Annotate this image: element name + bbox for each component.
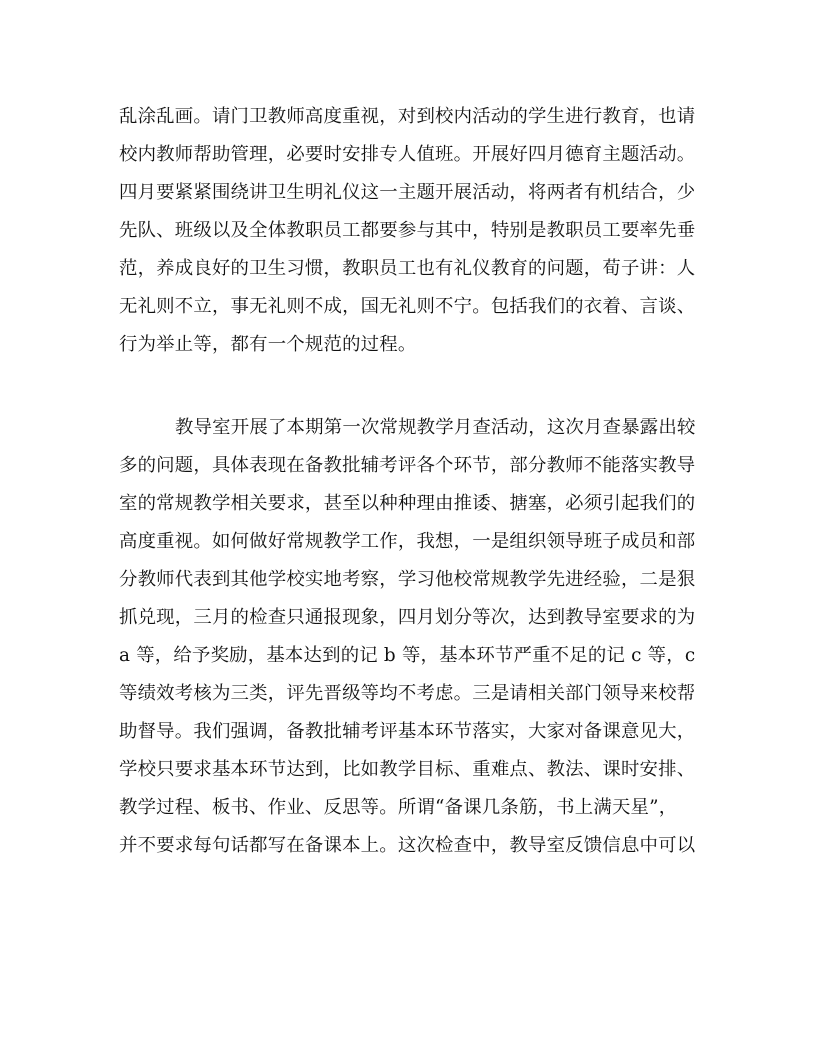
paragraph-2-line-1: 教导室开展了本期第一次常规教学月查活动，这次月查暴露出较 [175, 417, 696, 438]
paragraph-2-line-8: 等绩效考核为三类，评先晋级等均不考虑。三是请相关部门领导来校帮 [119, 683, 696, 704]
paragraph-1-line-7: 行为举止等，都有一个规范的过程。 [119, 334, 417, 355]
paragraph-1-line-4: 先队、班级以及全体教职员工都要参与其中，特别是教职员工要率先垂 [119, 220, 696, 241]
paragraph-1-line-1: 乱涂乱画。请门卫教师高度重视，对到校内活动的学生进行教育，也请 [119, 106, 696, 127]
paragraph-2-line-4: 高度重视。如何做好常规教学工作，我想，一是组织领导班子成员和部 [119, 531, 696, 552]
paragraph-2-line-9: 助督导。我们强调，备教批辅考评基本环节落实，大家对备课意见大， [119, 721, 696, 742]
paragraph-1-line-3: 四月要紧紧围绕讲卫生明礼仪这一主题开展活动，将两者有机结合，少 [119, 182, 696, 203]
paragraph-1-line-5: 范，养成良好的卫生习惯，教职员工也有礼仪教育的问题，荀子讲：人 [119, 258, 696, 279]
paragraph-2-line-3: 室的常规教学相关要求，甚至以种种理由推诿、搪塞，必须引起我们的 [119, 493, 696, 514]
paragraph-2-line-6: 抓兑现，三月的检查只通报现象，四月划分等次，达到教导室要求的为 [119, 607, 696, 628]
paragraph-2-line-11: 教学过程、板书、作业、反思等。所谓“备课几条筋，书上满天星”， [119, 797, 678, 818]
paragraph-2-line-12: 并不要求每句话都写在备课本上。这次检查中，教导室反馈信息中可以 [119, 835, 696, 856]
paragraph-1-line-6: 无礼则不立，事无礼则不成，国无礼则不宁。包括我们的衣着、言谈、 [119, 296, 696, 317]
paragraph-1-line-2: 校内教师帮助管理，必要时安排专人值班。开展好四月德育主题活动。 [119, 144, 696, 165]
paragraph-2-line-2: 多的问题，具体表现在备教批辅考评各个环节，部分教师不能落实教导 [119, 455, 696, 476]
paragraph-2-line-5: 分教师代表到其他学校实地考察，学习他校常规教学先进经验，二是狠 [119, 569, 696, 590]
paragraph-2-line-7: a 等，给予奖励，基本达到的记 b 等，基本环节严重不足的记 c 等，c [119, 645, 696, 666]
paragraph-2-line-10: 学校只要求基本环节达到，比如教学目标、重难点、教法、课时安排、 [119, 759, 696, 780]
